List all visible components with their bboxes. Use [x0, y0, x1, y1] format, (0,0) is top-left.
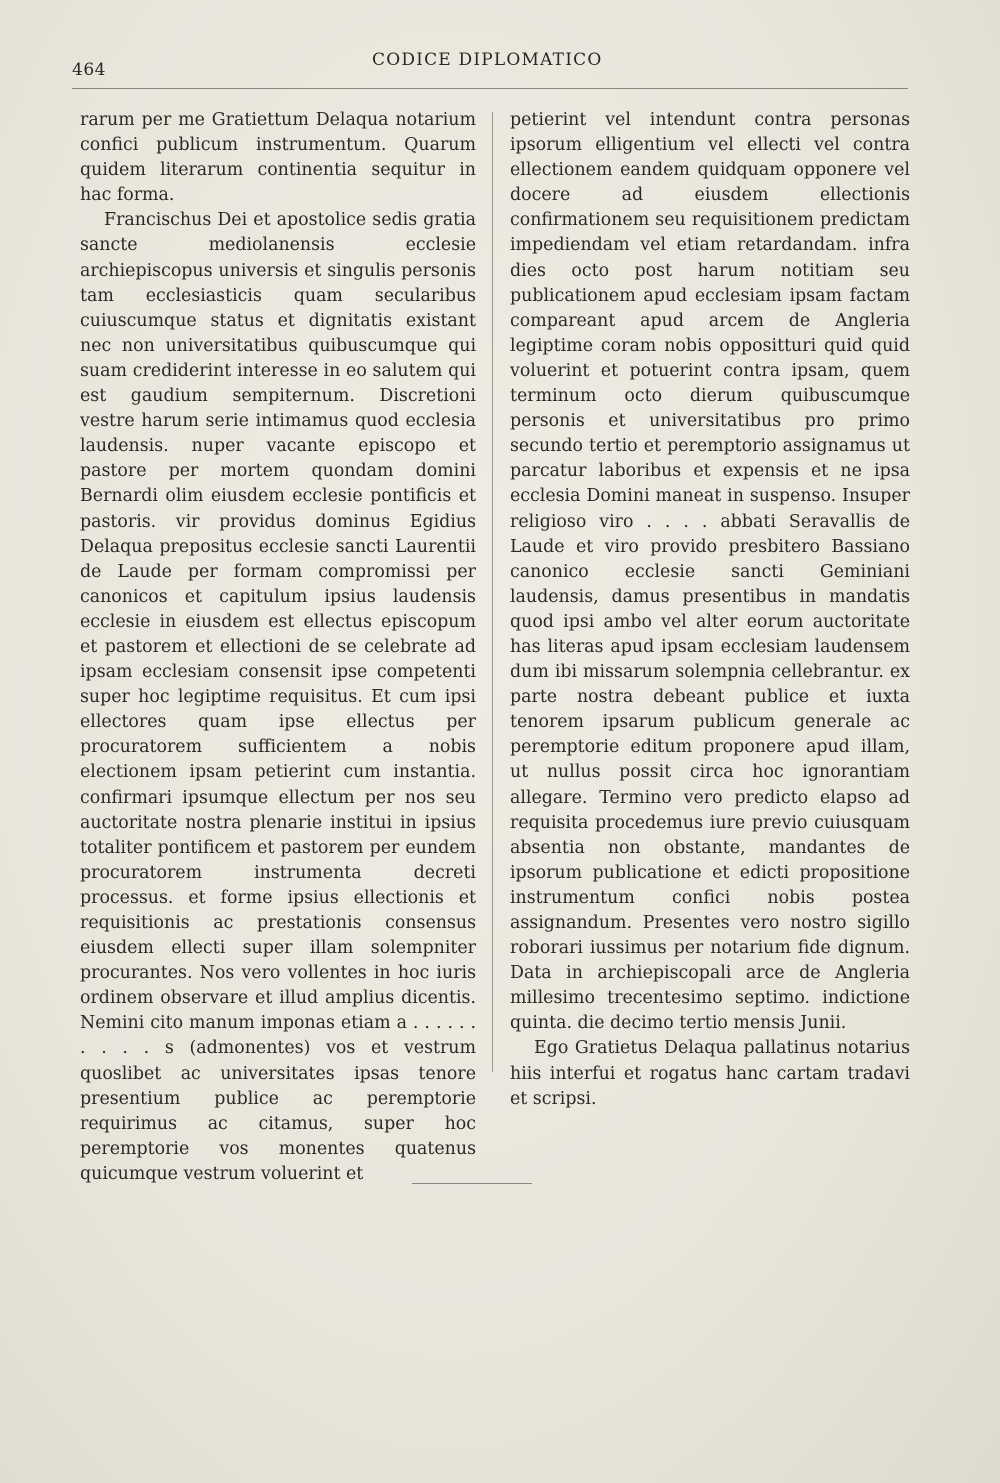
page-header	[72, 50, 902, 82]
paragraph: Francischus Dei et apostolice sedis gratia sancte mediolanensis ecclesie archiepiscopus universis et singulis personis tam ecclesiasticis quam secularibus cuiuscumque status et dignitatis existant nec non universitatibus quibuscumque qui suam crediderint interesse in eo salutem qui est gaudium sempiternum. Discretioni vestre harum serie intimamus quod ecclesia laudensis. nuper vacante episcopo et pastore per mortem quondam domini Bernardi olim eiusdem ecclesie pontificis et pastoris. vir providus dominus Egidius Delaqua prepositus ecclesie sancti Laurentii de Laude per formam compromissi per canonicos et capitulum ipsius laudensis ecclesie in eiusdem est ellectus episcopum et pastorem et ellectioni de se celebrate ad ipsam ecclesiam consensit ipse competenti super hoc legiptime requisitus. Et cum ipsi ellectores quam ipse ellectus per procuratorem sufficientem a nobis electionem ipsam petierint cum instantia. confirmari ipsumque ellectum per nos seu auctoritate nostra plenarie institui in ipsius totaliter pontificem et pastorem per eundem procuratorem instrumenta decreti processus. et forme ipsius ellectionis et requisitionis ac prestationis consensus eiusdem ellecti super illam solempniter procurantes. Nos vero vollentes in hoc iuris ordinem observare et illud amplius dicentis. Nemini cito manum imponas etiam a . . . . . . . . . . s (admonentes) vos et vestrum quoslibet ac universitates ipsas tenore presentium publice ac peremptorie requirimus ac citamus, super hoc peremptorie vos monentes quatenus quicumque vestrum voluerint et	[80, 210, 476, 1184]
paragraph: rarum per me Gratiettum Delaqua notarium confici publicum instrumentum. Quarum quidem literarum continentia sequitur in hac forma.	[80, 110, 476, 206]
running-title: CODICE DIPLOMATICO	[372, 50, 603, 70]
right-column	[510, 108, 910, 1112]
header-rule	[72, 88, 908, 89]
footer-rule	[412, 1183, 532, 1184]
paragraph: Ego Gratietus Delaqua pallatinus notarius hiis interfui et rogatus hanc cartam tradavi et scripsi.	[510, 1038, 910, 1109]
paragraph: petierint vel intendunt contra personas ipsorum elligentium vel ellecti vel contra ellectionem eandem quidquam opponere vel docere ad eiusdem ellectionis confirmationem seu requisitionem predictam impediendam vel etiam retardandam. infra dies octo post harum notitiam seu publicationem apud ecclesiam ipsam factam compareant apud arcem de Angleria legiptime coram nobis oppositturi quid quid voluerint et potuerint contra ipsam, quem terminum octo dierum quibuscumque personis et universitatibus pro primo secundo tertio et peremptorio assignamus ut parcatur laboribus et expensis et ne ipsa ecclesia Domini maneat in suspenso. Insuper religioso viro . . . . abbati Seravallis de Laude et viro provido presbitero Bassiano canonico ecclesie sancti Geminiani laudensis, damus presentibus in mandatis quod ipsi ambo vel alter eorum auctoritate has literas apud ipsam ecclesiam laudensem dum ibi missarum solempnia cellebrantur. ex parte nostra debeant publice et iuxta tenorem ipsarum publicum generale ac peremptorie editum proponere apud illam, ut nullus possit circa hoc ignorantiam allegare. Termino vero predicto elapso ad requisita procedemus iure previo cuiusquam absentia non obstante, mandantes de ipsorum publicatione et edicti propositione instrumentum confici nobis postea assignandum. Presentes vero nostro sigillo roborari iussimus per notarium fide dignum. Data in archiepiscopali arce de Angleria millesimo trecentesimo septimo. indictione quinta. die decimo tertio mensis Junii.	[510, 110, 910, 1034]
column-divider	[492, 112, 493, 1072]
page-number: 464	[72, 60, 106, 80]
left-column	[80, 108, 476, 1187]
